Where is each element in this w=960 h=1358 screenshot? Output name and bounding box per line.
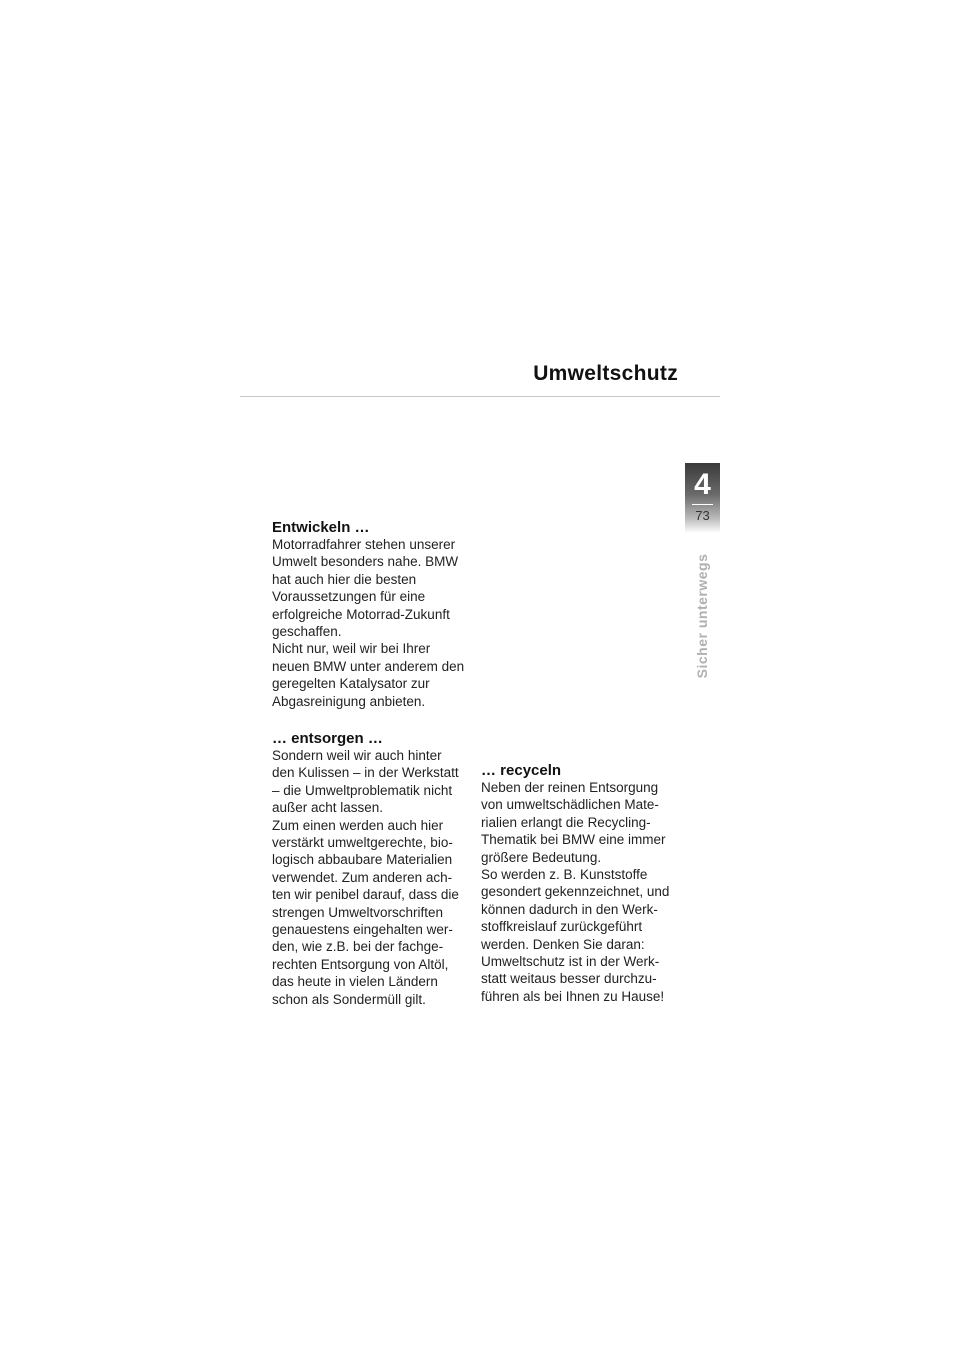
section-recyceln	[481, 762, 681, 1005]
page-title: Umweltschutz	[533, 362, 678, 385]
page-number: 73	[695, 508, 710, 523]
section-heading: … entsorgen …	[272, 730, 383, 747]
chapter-tab	[685, 463, 720, 533]
chapter-number: 4	[694, 468, 711, 501]
section-body: Neben der reinen Entsorgung von umweltschädlichen Mate- rialien erlangt die Recycling- Thematik bei BMW eine immer größere Bedeutung. So werden z. B. Kunststoffe gesondert gekennzeichnet, und können dadurch in den Werk- stoffkreislauf zurückgeführt werden. Denken Sie daran: Umweltschutz ist in der Werk- statt weitaus besser durchzu- führen als bei Ihnen zu Hause!	[481, 780, 670, 1004]
chapter-side-label: Sicher unterwegs	[694, 553, 710, 679]
header-rule	[240, 396, 720, 397]
section-body: Sondern weil wir auch hinter den Kulissen – in der Werkstatt – die Umweltproblematik nicht außer acht lassen. Zum einen werden auch hier verstärkt umweltgerechte, bio- logisch abbaubare Materialien verwendet. Zum anderen ach- ten wir penibel darauf, dass die strengen Umweltvorschriften genauestens eingehalten wer- den, wie z.B. bei der fachge- rechten Entsorgung von Altöl, das heute in vielen Ländern schon als Sondermüll gilt.	[272, 748, 459, 1007]
chapter-divider	[692, 504, 713, 505]
section-heading: Entwickeln …	[272, 519, 370, 536]
section-heading: … recyceln	[481, 762, 562, 779]
section-entwickeln	[272, 519, 472, 710]
section-entsorgen	[272, 730, 472, 1008]
section-body: Motorradfahrer stehen unserer Umwelt besonders nahe. BMW hat auch hier die besten Voraussetzungen für eine erfolgreiche Motorrad-Zukunft geschaffen. Nicht nur, weil wir bei Ihrer neuen BMW unter anderem den geregelten Katalysator zur Abgasreinigung anbieten.	[272, 537, 465, 709]
